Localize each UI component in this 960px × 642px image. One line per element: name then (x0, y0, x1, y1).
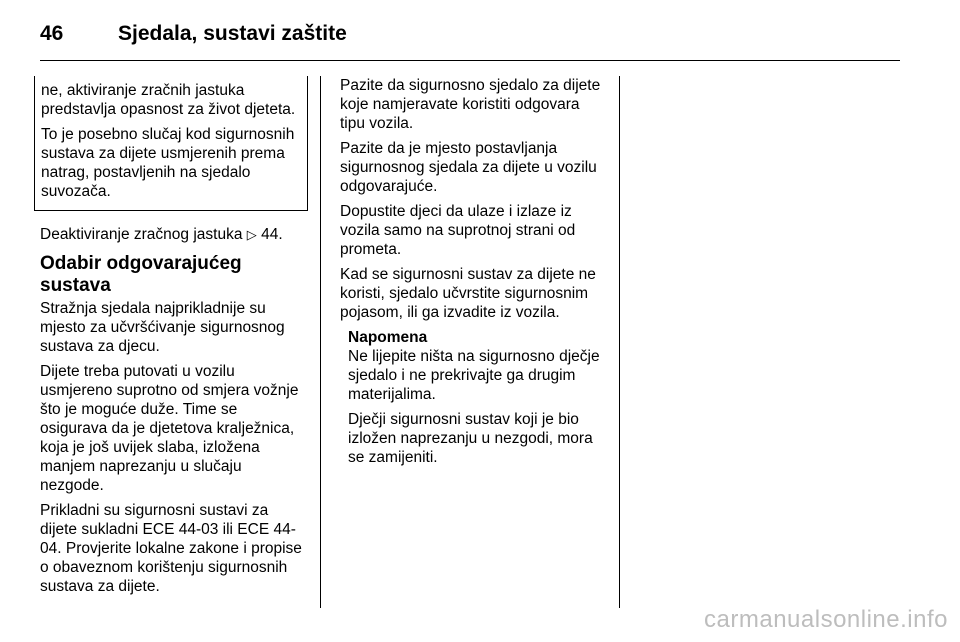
right-column (340, 76, 606, 473)
body-paragraph: Dopustite djeci da ulaze i izlaze iz vozila samo na suprotnoj strani od prometa. (340, 203, 576, 258)
warning-text: ne, aktiviranje zračnih jastuka predstavlja opasnost za život djeteta. (41, 82, 296, 118)
note-label: Napomena (348, 329, 428, 346)
body-paragraph: Kad se sigurnosni sustav za dijete ne koristi, sjedalo učvrstite sigurnosnim pojasom, ili ga izvadite iz vozila. (340, 266, 596, 321)
arrow-icon: ▷ (246, 227, 257, 242)
left-column (40, 76, 302, 602)
watermark: carmanualsonline.info (704, 606, 948, 633)
body-paragraph: Pazite da je mjesto postavljanja sigurnosnog sjedala za dijete u vozilu odgovarajuće. (340, 140, 597, 195)
body-paragraph: Dijete treba putovati u vozilu usmjereno suprotno od smjera vožnje što je moguće duže. Time se osigurava da je djetetova kralježnica, koja je još uvijek slaba, izložena manjem naprezanju u slučaju nezgode. (40, 363, 299, 494)
column-divider-left (320, 76, 321, 608)
xref-page: 44. (261, 226, 283, 243)
cross-reference[interactable] (40, 225, 302, 244)
note-block (348, 328, 606, 467)
page-number: 46 (40, 22, 64, 45)
body-paragraph: Stražnja sjedala najprikladnije su mjesto za učvršćivanje sigurnosnog sustava za djecu. (40, 300, 285, 355)
page-title: Sjedala, sustavi zaštite (118, 22, 347, 45)
note-text: Dječji sigurnosni sustav koji je bio izložen naprezanju u nezgodi, mora se zamijeniti. (348, 411, 593, 466)
note-text: Ne lijepite ništa na sigurnosno dječje sjedalo i ne prekrivajte ga drugim materijalima. (348, 348, 600, 403)
warning-box (34, 76, 308, 211)
body-paragraph: Prikladni su sigurnosni sustavi za dijete sukladni ECE 44-03 ili ECE 44-04. Provjerite lokalne zakone i propise o obaveznom korištenju sigurnosnih sustava za dijete. (40, 502, 302, 595)
column-divider-right (619, 76, 620, 608)
section-heading: Odabir odgovarajućeg sustava (40, 253, 242, 296)
body-paragraph: Pazite da sigurnosno sjedalo za dijete koje namjeravate koristiti odgovara tipu vozila. (340, 77, 601, 132)
xref-text: Deaktiviranje zračnog jastuka (40, 226, 243, 243)
page-header (40, 16, 900, 61)
warning-text: To je posebno slučaj kod sigurnosnih sustava za dijete usmjerenih prema natrag, postavljenih na sjedalo suvozača. (41, 126, 295, 200)
